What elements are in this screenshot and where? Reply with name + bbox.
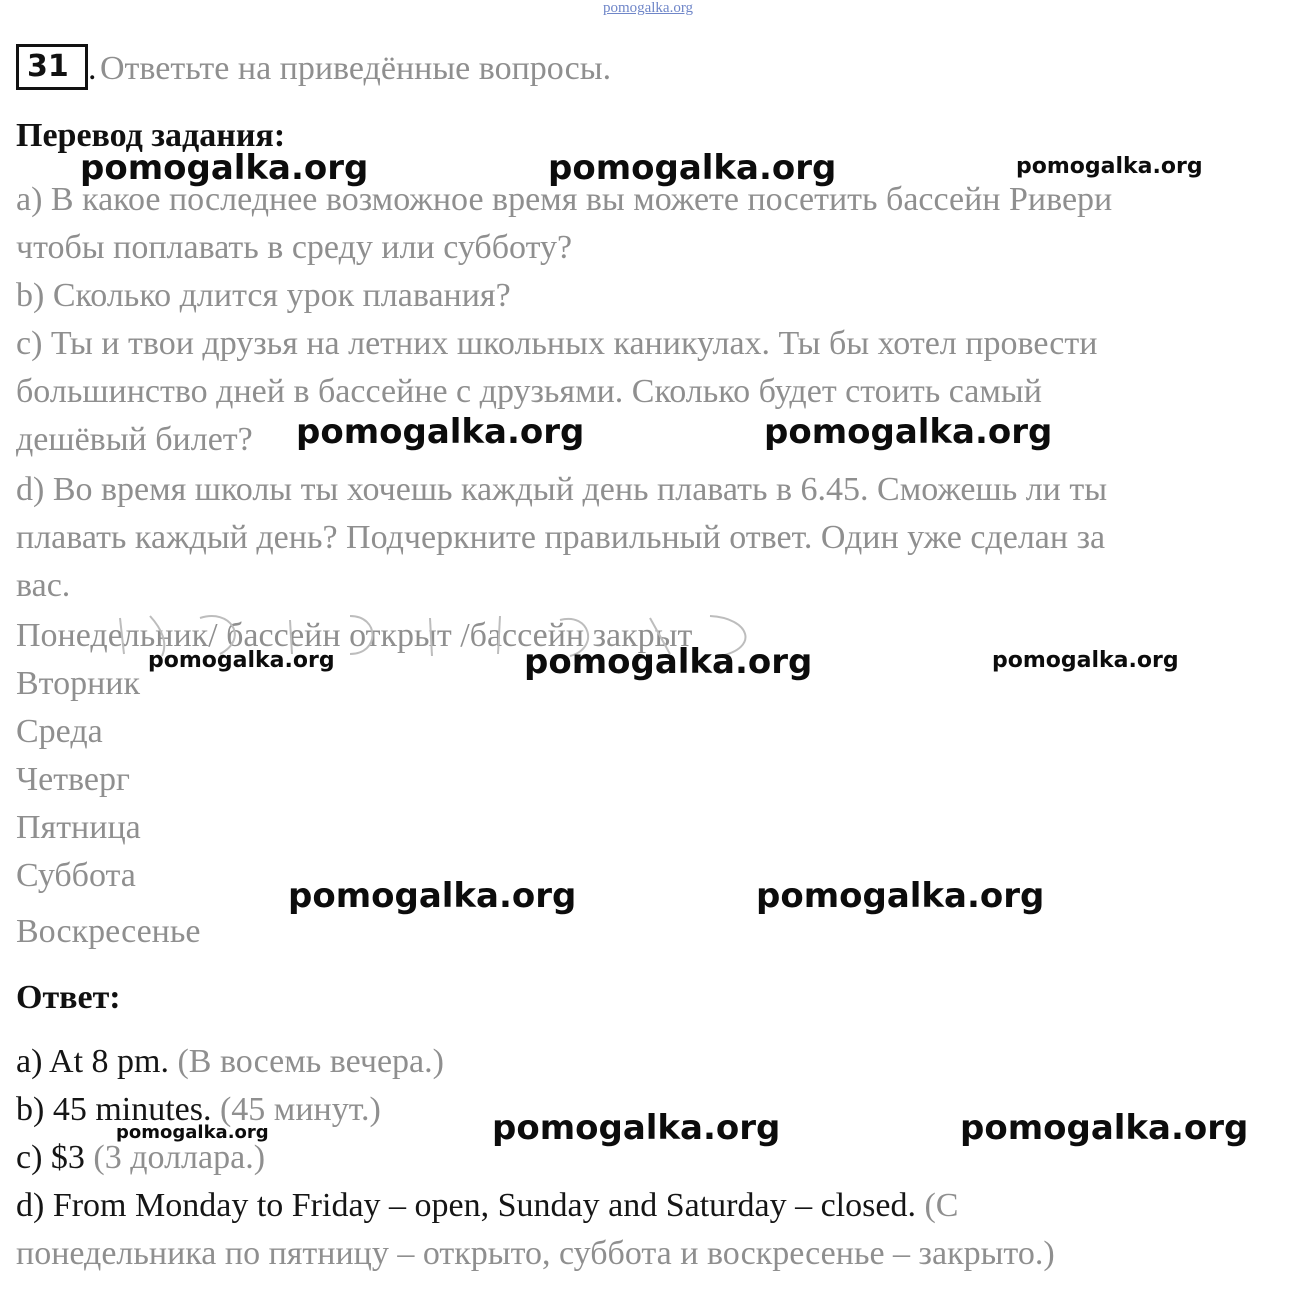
answer-en: b) 45 minutes.: [16, 1091, 212, 1128]
answer-ru: (В восемь вечера.): [177, 1043, 444, 1080]
task-title: Ответьте на приведённые вопросы.: [100, 50, 612, 87]
answer-item: [16, 1038, 444, 1086]
task-number-box: [16, 44, 88, 90]
day-item-friday: Пятница: [16, 809, 141, 846]
watermark: pomogalka.org: [548, 148, 837, 188]
answer-ru: (С: [924, 1187, 959, 1224]
translation-line: плавать каждый день? Подчеркните правильный ответ. Один уже сделан за: [16, 519, 1106, 556]
site-header-link[interactable]: pomogalka.org: [602, 0, 694, 16]
translation-line: большинство дней в бассейне с друзьями. Сколько будет стоить самый: [16, 373, 1042, 410]
watermark: pomogalka.org: [116, 1122, 269, 1143]
answer-item: [16, 1182, 958, 1230]
answer-heading: Ответ:: [16, 979, 121, 1016]
translation-line: b) Сколько длится урок плавания?: [16, 277, 511, 314]
watermark: pomogalka.org: [524, 642, 813, 682]
translation-line: дешёвый билет?: [16, 421, 253, 458]
watermark: pomogalka.org: [148, 648, 335, 673]
answer-continuation: понедельника по пятницу – открыто, суббота и воскресенье – закрыто.): [16, 1235, 1055, 1272]
translation-line: чтобы поплавать в среду или субботу?: [16, 229, 573, 266]
day-item-saturday: Суббота: [16, 857, 136, 894]
answer-en: d) From Monday to Friday – open, Sunday and Saturday – closed.: [16, 1187, 916, 1224]
answer-en: c) $3: [16, 1139, 85, 1176]
watermark: pomogalka.org: [492, 1108, 781, 1148]
watermark: pomogalka.org: [960, 1108, 1249, 1148]
day-item-wednesday: Среда: [16, 713, 103, 750]
watermark: pomogalka.org: [992, 648, 1179, 673]
watermark: pomogalka.org: [288, 876, 577, 916]
translation-heading: Перевод задания:: [16, 117, 286, 154]
answer-ru: (45 минут.): [219, 1091, 381, 1128]
day-item-tuesday: Вторник: [16, 665, 140, 702]
watermark: pomogalka.org: [80, 148, 369, 188]
watermark: pomogalka.org: [296, 412, 585, 452]
answer-en: a) At 8 pm.: [16, 1043, 169, 1080]
task-number-dot: .: [88, 50, 97, 87]
translation-line: d) Во время школы ты хочешь каждый день плавать в 6.45. Сможешь ли ты: [16, 471, 1108, 508]
watermark: pomogalka.org: [756, 876, 1045, 916]
translation-line: a) В какое последнее возможное время вы можете посетить бассейн Ривери: [16, 181, 1113, 218]
translation-line: вас.: [16, 567, 71, 604]
answer-ru: (3 доллара.): [93, 1139, 266, 1176]
day-item-sunday: Воскресенье: [16, 913, 201, 950]
task-number: 31: [27, 49, 69, 84]
day-item-thursday: Четверг: [16, 761, 130, 798]
watermark: pomogalka.org: [1016, 154, 1203, 179]
watermark: pomogalka.org: [764, 412, 1053, 452]
day-item-monday: Понедельник/ бассейн открыт /бассейн закрыт: [16, 617, 693, 654]
translation-line: c) Ты и твои друзья на летних школьных каникулах. Ты бы хотел провести: [16, 325, 1098, 362]
